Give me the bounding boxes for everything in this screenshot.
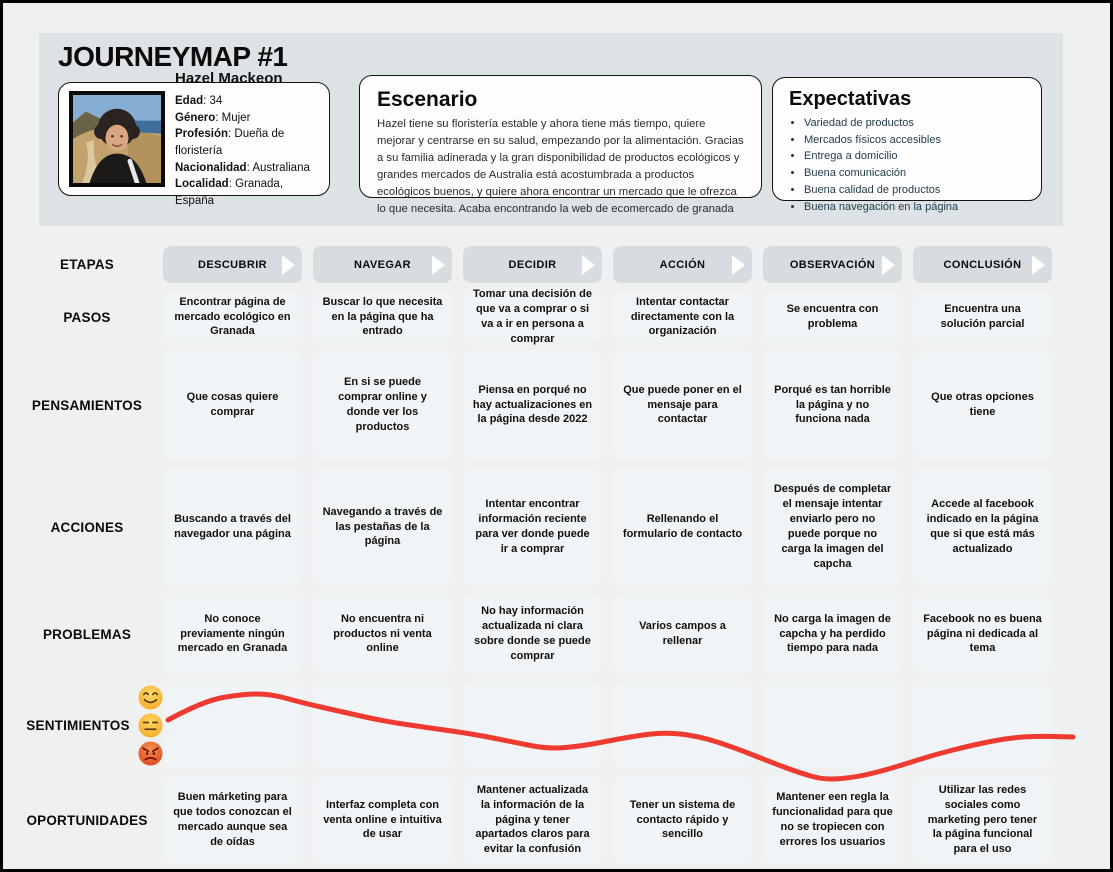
cell-oportunidades-5: Mantener een regla la funcionalidad para que no se tropiecen con errores los usuarios	[763, 776, 902, 864]
cell-problemas-1: No conoce previamente ningún mercado en Granada	[163, 594, 302, 674]
persona-field-nacionalidad: Nacionalidad: Australiana	[175, 161, 310, 174]
stage-descubrir: DESCUBRIR	[163, 246, 302, 283]
persona-field-profesion: Profesión: Dueña de floristería	[175, 128, 285, 158]
cell-pasos-1: Encontrar página de mercado ecológico en Granada	[163, 292, 302, 342]
stage-observacion: OBSERVACIÓN	[763, 246, 902, 283]
cell-problemas-2: No encuentra ni productos ni venta online	[313, 594, 452, 674]
cell-pensamientos-6: Que otras opciones tiene	[913, 350, 1052, 460]
happy-face-icon	[137, 684, 164, 711]
row-label-problemas: PROBLEMAS	[42, 626, 132, 642]
cell-acciones-3: Intentar encontrar información reciente para ver donde puede ir a comprar	[463, 468, 602, 586]
cell-acciones-2: Navegando a través de las pestañas de la página	[313, 468, 452, 586]
cell-pasos-3: Tomar una decisión de que va a comprar o si va a ir en persona a comprar	[463, 292, 602, 342]
list-item: • Buena comunicación	[804, 165, 1025, 182]
cell-sentimientos-5	[763, 682, 902, 768]
cell-acciones-6: Accede al facebook indicado en la página que si que está más actualizado	[913, 468, 1052, 586]
persona-card	[58, 70, 330, 208]
row-label-pensamientos: PENSAMIENTOS	[31, 397, 143, 413]
cell-problemas-3: No hay información actualizada ni clara sobre donde se puede comprar	[463, 594, 602, 674]
persona-field-edad: Edad: 34	[175, 95, 223, 108]
cell-acciones-1: Buscando a través del navegador una página	[163, 468, 302, 586]
cell-acciones-4: Rellenando el formulario de contacto	[613, 468, 752, 586]
escenario-title: Escenario	[377, 88, 478, 111]
row-label-sentimientos: SENTIMIENTOS	[26, 717, 130, 733]
arrow-right-icon	[582, 255, 595, 275]
cell-oportunidades-2: Interfaz completa con venta online e intuitiva de usar	[313, 776, 452, 864]
cell-problemas-5: No carga la imagen de capcha y ha perdido tiempo para nada	[763, 594, 902, 674]
row-label-pasos: PASOS	[63, 309, 111, 325]
list-item: • Variedad de productos	[804, 115, 1025, 132]
arrow-right-icon	[882, 255, 895, 275]
row-label-etapas: ETAPAS	[60, 257, 114, 272]
arrow-right-icon	[732, 255, 745, 275]
cell-oportunidades-3: Mantener actualizada la información de la página y tener apartados claros para evitar la confusión	[463, 776, 602, 864]
persona-photo	[69, 91, 165, 187]
cell-problemas-6: Facebook no es buena página ni dedicada al tema	[913, 594, 1052, 674]
cell-oportunidades-4: Tener un sistema de contacto rápido y sencillo	[613, 776, 752, 864]
cell-sentimientos-2	[313, 682, 452, 768]
angry-face-icon	[137, 740, 164, 767]
persona-field-localidad: Localidad: Granada, España	[175, 178, 284, 208]
cell-pasos-6: Encuentra una solución parcial	[913, 292, 1052, 342]
persona-field-genero: Género: Mujer	[175, 111, 251, 124]
cell-problemas-4: Varios campos a rellenar	[613, 594, 752, 674]
arrow-right-icon	[282, 255, 295, 275]
cell-pasos-4: Intentar contactar directamente con la organización	[613, 292, 752, 342]
stage-accion: ACCIÓN	[613, 246, 752, 283]
cell-pensamientos-3: Piensa en porqué no hay actualizaciones en la página desde 2022	[463, 350, 602, 460]
cell-sentimientos-4	[613, 682, 752, 768]
cell-sentimientos-3	[463, 682, 602, 768]
arrow-right-icon	[1032, 255, 1045, 275]
persona-photo-illustration	[73, 95, 161, 183]
row-label-oportunidades: OPORTUNIDADES	[26, 812, 148, 828]
list-item: • Buena navegación en la página	[804, 199, 1025, 216]
cell-oportunidades-1: Buen márketing para que todos conozcan el mercado aunque sea de oídas	[163, 776, 302, 864]
neutral-face-icon	[137, 712, 164, 739]
list-item: • Entrega a domicilio	[804, 148, 1025, 165]
escenario-body: Hazel tiene su floristería estable y ahora tiene más tiempo, quiere mejorar y centrarse en su salud, empezando por la alimentación. Gracias a su familia adinerada y la gran disponibilidad de productos ecológicos y grandes mercados de Australia está acostumbrada a productos ecológicos buenos, y quiere ahora encontrar un mercado que le ofrezca lo que necesita. Acaba encontrando la web de ecomercado de granada	[377, 118, 744, 215]
persona-name: Hazel Mackeon	[175, 70, 283, 88]
list-item: • Buena calidad de productos	[804, 182, 1025, 199]
cell-pasos-2: Buscar lo que necesita en la página que ha entrado	[313, 292, 452, 342]
cell-pensamientos-5: Porqué es tan horrible la página y no funciona nada	[763, 350, 902, 460]
cell-sentimientos-6	[913, 682, 1052, 768]
page-title: JOURNEYMAP #1	[58, 41, 288, 72]
row-label-acciones: ACCIONES	[50, 519, 124, 535]
cell-pasos-5: Se encuentra con problema	[763, 292, 902, 342]
cell-pensamientos-2: En si se puede comprar online y donde ver los productos	[313, 350, 452, 460]
list-item: • Mercados físicos accesibles	[804, 132, 1025, 149]
stage-decidir: DECIDIR	[463, 246, 602, 283]
escenario-card	[359, 75, 762, 215]
stage-navegar: NAVEGAR	[313, 246, 452, 283]
expectativas-title: Expectativas	[789, 88, 912, 110]
cell-pensamientos-4: Que puede poner en el mensaje para contactar	[613, 350, 752, 460]
stage-conclusion: CONCLUSIÓN	[913, 246, 1052, 283]
cell-oportunidades-6: Utilizar las redes sociales como marketing pero tener la página funcional para el uso	[913, 776, 1052, 864]
cell-sentimientos-1	[163, 682, 302, 768]
expectativas-list	[789, 115, 1025, 215]
cell-pensamientos-1: Que cosas quiere comprar	[163, 350, 302, 460]
expectativas-card	[772, 77, 1042, 213]
persona-info	[175, 68, 319, 209]
arrow-right-icon	[432, 255, 445, 275]
cell-acciones-5: Después de completar el mensaje intentar enviarlo pero no puede porque no carga la imagen del capcha	[763, 468, 902, 586]
